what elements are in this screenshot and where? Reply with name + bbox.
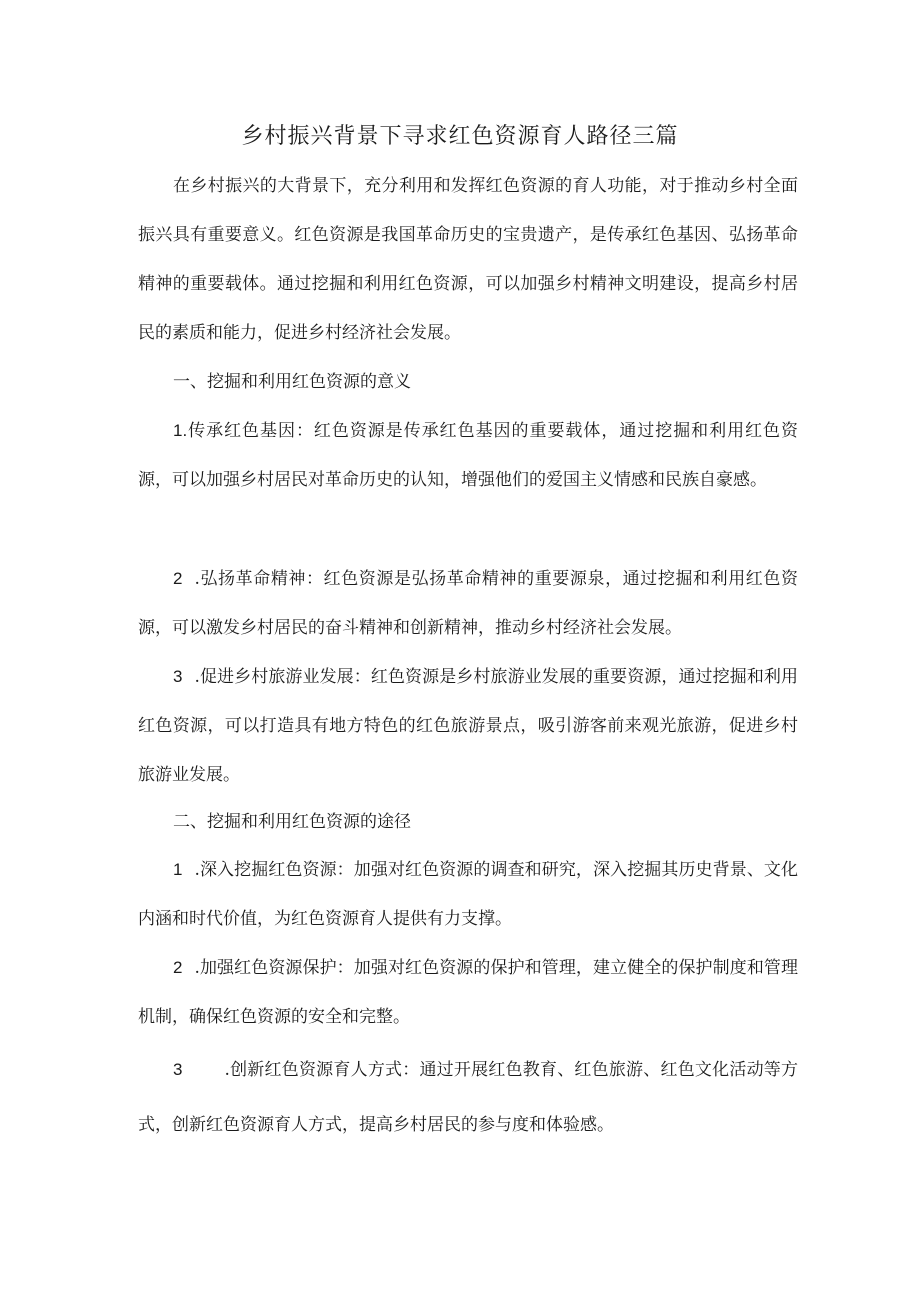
item-number: 2 [173,958,183,977]
item-number: 3 [173,1060,183,1079]
item-text: 传承红色基因：红色资源是传承红色基因的重要载体，通过挖掘和利用红色资源，可以加强乡村居民对革命历史的认知，增强他们的爱国主义情感和民族自豪感。 [138,421,798,490]
item-number: 1. [173,421,188,440]
section-1-item-3 [138,652,798,800]
item-text: .促进乡村旅游业发展：红色资源是乡村旅游业发展的重要资源，通过挖掘和利用红色资源，可以打造具有地方特色的红色旅游景点，吸引游客前来观光旅游，促进乡村旅游业发展。 [138,667,798,785]
section-2-item-3 [138,1042,798,1153]
item-text: .创新红色资源育人方式：通过开展红色教育、红色旅游、红色文化活动等方式，创新红色资源育人方式，提高乡村居民的参与度和体验感。 [138,1060,798,1135]
item-text: .弘扬革命精神：红色资源是弘扬革命精神的重要源泉，通过挖掘和利用红色资源，可以激发乡村居民的奋斗精神和创新精神，推动乡村经济社会发展。 [138,569,798,638]
section-2-item-2 [138,943,798,1042]
item-text: .加强红色资源保护：加强对红色资源的保护和管理，建立健全的保护制度和管理机制，确保红色资源的安全和完整。 [138,958,798,1027]
section-1-item-1 [138,406,798,505]
section-1-heading: 一、挖掘和利用红色资源的意义 [173,372,411,392]
item-number: 1 [173,860,183,879]
item-number: 2 [173,569,183,588]
document-title: 乡村振兴背景下寻求红色资源育人路径三篇 [241,124,679,149]
section-2-item-1 [138,845,798,944]
section-2-heading: 二、挖掘和利用红色资源的途径 [173,812,411,832]
item-text: .深入挖掘红色资源：加强对红色资源的调查和研究，深入挖掘其历史背景、文化内涵和时代价值，为红色资源育人提供有力支撑。 [138,860,798,929]
item-number: 3 [173,667,183,686]
section-1-item-2 [138,554,798,653]
intro-paragraph: 在乡村振兴的大背景下，充分利用和发挥红色资源的育人功能，对于推动乡村全面振兴具有重要意义。红色资源是我国革命历史的宝贵遗产，是传承红色基因、弘扬革命精神的重要载体。通过挖掘和利用红色资源，可以加强乡村精神文明建设，提高乡村居民的素质和能力，促进乡村经济社会发展。 [138,176,798,343]
